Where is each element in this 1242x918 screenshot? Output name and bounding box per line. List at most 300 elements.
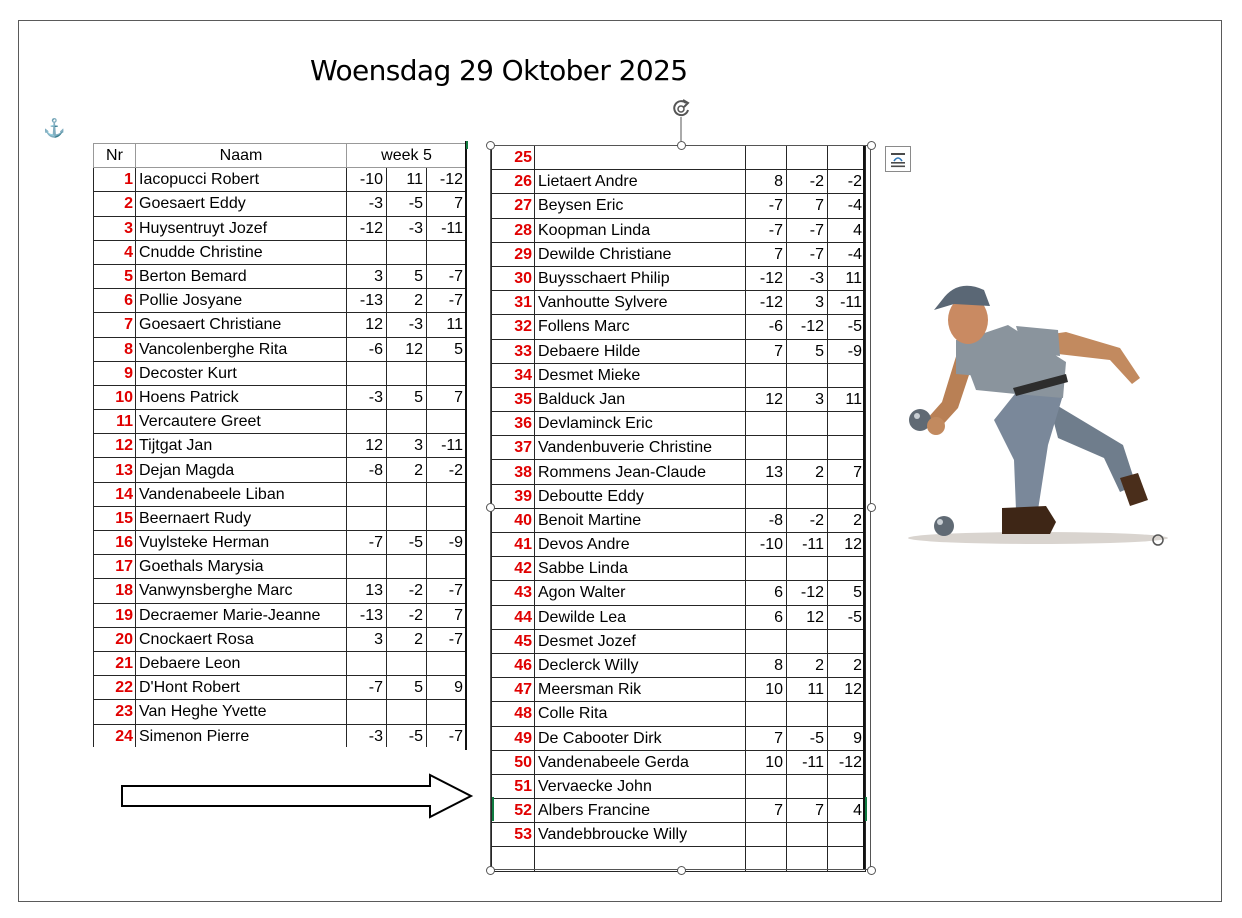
score-game-1[interactable] xyxy=(746,412,787,436)
score-game-1[interactable] xyxy=(746,629,787,653)
table-header-row xyxy=(94,144,467,168)
player-number[interactable]: 17 xyxy=(94,555,136,579)
score-game-1[interactable]: -7 xyxy=(746,194,787,218)
score-game-3[interactable]: 5 xyxy=(828,581,866,605)
player-name[interactable]: Goethals Marysia xyxy=(136,555,347,579)
score-game-3[interactable]: 2 xyxy=(828,508,866,532)
resize-handle-top-right[interactable] xyxy=(867,141,876,150)
score-game-2[interactable] xyxy=(387,555,427,579)
player-number[interactable]: 10 xyxy=(94,385,136,409)
player-number[interactable]: 45 xyxy=(492,629,535,653)
score-game-1[interactable] xyxy=(746,146,787,170)
score-game-3[interactable]: 9 xyxy=(828,726,866,750)
score-game-2[interactable]: 5 xyxy=(387,676,427,700)
player-name[interactable]: Sabbe Linda xyxy=(535,557,746,581)
player-name[interactable]: D'Hont Robert xyxy=(136,676,347,700)
score-game-2[interactable]: 5 xyxy=(387,385,427,409)
score-game-3[interactable]: 11 xyxy=(828,387,866,411)
score-game-2[interactable]: -3 xyxy=(387,216,427,240)
score-game-2[interactable] xyxy=(787,629,828,653)
score-game-2[interactable]: -7 xyxy=(787,242,828,266)
player-number[interactable]: 2 xyxy=(94,192,136,216)
score-game-2[interactable]: -3 xyxy=(787,266,828,290)
player-name[interactable]: Vandenabeele Gerda xyxy=(535,750,746,774)
player-name[interactable]: Cnudde Christine xyxy=(136,240,347,264)
score-game-3[interactable] xyxy=(828,629,866,653)
player-number[interactable]: 52 xyxy=(492,799,535,823)
score-game-1[interactable]: -12 xyxy=(746,266,787,290)
player-number[interactable]: 43 xyxy=(492,581,535,605)
score-game-2[interactable]: -12 xyxy=(787,581,828,605)
score-game-1[interactable]: 10 xyxy=(746,750,787,774)
score-game-1[interactable]: -10 xyxy=(347,168,387,192)
score-game-2[interactable]: 5 xyxy=(387,264,427,288)
player-name[interactable]: Lietaert Andre xyxy=(535,170,746,194)
right-score-table[interactable] xyxy=(491,145,866,872)
player-number[interactable]: 42 xyxy=(492,557,535,581)
score-game-1[interactable]: 3 xyxy=(347,627,387,651)
player-number[interactable]: 36 xyxy=(492,412,535,436)
score-game-2[interactable]: 5 xyxy=(787,339,828,363)
resize-handle-left[interactable] xyxy=(486,503,495,512)
player-number[interactable]: 28 xyxy=(492,218,535,242)
score-game-3[interactable] xyxy=(427,482,467,506)
player-name[interactable]: Koopman Linda xyxy=(535,218,746,242)
player-number[interactable]: 50 xyxy=(492,750,535,774)
score-game-1[interactable]: 7 xyxy=(746,339,787,363)
table-row xyxy=(94,627,467,651)
table-row xyxy=(492,823,866,847)
player-name[interactable]: Pollie Josyane xyxy=(136,289,347,313)
player-name[interactable]: Agon Walter xyxy=(535,581,746,605)
score-game-2[interactable]: -5 xyxy=(387,724,427,748)
player-number[interactable]: 23 xyxy=(94,700,136,724)
score-game-3[interactable]: -11 xyxy=(828,291,866,315)
player-name[interactable]: Vercautere Greet xyxy=(136,410,347,434)
score-game-2[interactable] xyxy=(787,436,828,460)
score-game-1[interactable]: 13 xyxy=(347,579,387,603)
score-game-2[interactable] xyxy=(787,774,828,798)
player-number[interactable]: 51 xyxy=(492,774,535,798)
player-number[interactable]: 38 xyxy=(492,460,535,484)
player-number[interactable]: 37 xyxy=(492,436,535,460)
player-number[interactable]: 20 xyxy=(94,627,136,651)
score-game-1[interactable] xyxy=(746,847,787,871)
cell-selection-marker xyxy=(466,141,468,149)
score-game-3[interactable] xyxy=(828,702,866,726)
score-game-2[interactable]: 12 xyxy=(387,337,427,361)
score-game-1[interactable] xyxy=(746,702,787,726)
score-game-1[interactable] xyxy=(746,436,787,460)
score-game-3[interactable] xyxy=(427,651,467,675)
score-game-2[interactable]: -2 xyxy=(387,603,427,627)
score-game-3[interactable]: -11 xyxy=(427,434,467,458)
score-game-3[interactable]: -4 xyxy=(828,194,866,218)
score-game-2[interactable] xyxy=(787,484,828,508)
score-game-1[interactable]: -3 xyxy=(347,385,387,409)
score-game-3[interactable] xyxy=(828,823,866,847)
player-name[interactable]: Goesaert Eddy xyxy=(136,192,347,216)
score-game-3[interactable]: 9 xyxy=(427,676,467,700)
score-game-2[interactable]: 2 xyxy=(787,653,828,677)
score-game-3[interactable]: 7 xyxy=(828,460,866,484)
score-game-2[interactable]: -5 xyxy=(787,726,828,750)
player-number[interactable]: 31 xyxy=(492,291,535,315)
score-game-3[interactable]: 4 xyxy=(828,218,866,242)
player-number[interactable]: 40 xyxy=(492,508,535,532)
score-game-1[interactable]: 12 xyxy=(347,434,387,458)
player-name[interactable]: Huysentruyt Jozef xyxy=(136,216,347,240)
layout-options-icon[interactable] xyxy=(885,146,911,172)
score-game-1[interactable]: -7 xyxy=(746,218,787,242)
score-game-1[interactable]: 13 xyxy=(746,460,787,484)
player-number[interactable]: 39 xyxy=(492,484,535,508)
score-game-3[interactable] xyxy=(427,700,467,724)
player-number[interactable]: 7 xyxy=(94,313,136,337)
score-game-3[interactable]: 4 xyxy=(828,799,866,823)
player-name[interactable]: Simenon Pierre xyxy=(136,724,347,748)
score-game-2[interactable] xyxy=(787,363,828,387)
table-row xyxy=(94,482,467,506)
score-game-1[interactable] xyxy=(347,410,387,434)
score-game-1[interactable]: -3 xyxy=(347,724,387,748)
player-number[interactable]: 22 xyxy=(94,676,136,700)
player-name[interactable]: Devos Andre xyxy=(535,533,746,557)
score-game-1[interactable]: 10 xyxy=(746,678,787,702)
player-number[interactable]: 44 xyxy=(492,605,535,629)
player-number[interactable]: 12 xyxy=(94,434,136,458)
score-game-3[interactable] xyxy=(828,847,866,871)
player-number[interactable]: 27 xyxy=(492,194,535,218)
header-naam: Naam xyxy=(136,144,347,168)
score-game-1[interactable]: 7 xyxy=(746,242,787,266)
score-game-3[interactable]: -5 xyxy=(828,605,866,629)
player-name[interactable]: Decoster Kurt xyxy=(136,361,347,385)
score-game-1[interactable]: 7 xyxy=(746,726,787,750)
table-row xyxy=(94,385,467,409)
player-name[interactable]: Van Heghe Yvette xyxy=(136,700,347,724)
player-number[interactable]: 48 xyxy=(492,702,535,726)
score-game-2[interactable] xyxy=(387,482,427,506)
score-game-1[interactable]: 6 xyxy=(746,605,787,629)
score-game-1[interactable] xyxy=(746,557,787,581)
score-game-2[interactable]: 3 xyxy=(787,387,828,411)
player-name[interactable] xyxy=(535,146,746,170)
player-name[interactable]: Debaere Hilde xyxy=(535,339,746,363)
score-game-1[interactable]: -6 xyxy=(746,315,787,339)
player-number[interactable]: 34 xyxy=(492,363,535,387)
score-game-1[interactable]: -8 xyxy=(347,458,387,482)
score-game-3[interactable]: 7 xyxy=(427,603,467,627)
player-name[interactable]: Vuylsteke Herman xyxy=(136,531,347,555)
player-name[interactable]: Dewilde Christiane xyxy=(535,242,746,266)
player-name[interactable]: Hoens Patrick xyxy=(136,385,347,409)
score-game-3[interactable]: 12 xyxy=(828,678,866,702)
score-game-2[interactable]: -11 xyxy=(787,533,828,557)
anchor-icon[interactable]: ⚓ xyxy=(43,118,66,138)
player-name[interactable]: Rommens Jean-Claude xyxy=(535,460,746,484)
score-game-2[interactable]: -5 xyxy=(387,531,427,555)
score-game-2[interactable] xyxy=(787,146,828,170)
player-number[interactable]: 30 xyxy=(492,266,535,290)
player-number[interactable]: 4 xyxy=(94,240,136,264)
score-game-2[interactable] xyxy=(787,557,828,581)
score-game-3[interactable]: 11 xyxy=(427,313,467,337)
score-game-3[interactable]: -2 xyxy=(828,170,866,194)
player-number[interactable]: 15 xyxy=(94,506,136,530)
player-name[interactable]: Vandenabeele Liban xyxy=(136,482,347,506)
player-number[interactable]: 1 xyxy=(94,168,136,192)
score-game-3[interactable]: -2 xyxy=(427,458,467,482)
table-row xyxy=(492,581,866,605)
player-name[interactable]: Benoit Martine xyxy=(535,508,746,532)
player-name[interactable]: Meersman Rik xyxy=(535,678,746,702)
score-game-2[interactable] xyxy=(387,700,427,724)
player-number[interactable]: 35 xyxy=(492,387,535,411)
player-number[interactable]: 25 xyxy=(492,146,535,170)
player-number[interactable]: 13 xyxy=(94,458,136,482)
player-name[interactable]: Goesaert Christiane xyxy=(136,313,347,337)
player-number[interactable]: 46 xyxy=(492,653,535,677)
player-name[interactable] xyxy=(535,847,746,871)
player-name[interactable]: Vandebbroucke Willy xyxy=(535,823,746,847)
score-game-1[interactable] xyxy=(746,823,787,847)
player-name[interactable]: Tijtgat Jan xyxy=(136,434,347,458)
player-number[interactable]: 14 xyxy=(94,482,136,506)
table-row xyxy=(492,702,866,726)
score-game-2[interactable]: 2 xyxy=(387,458,427,482)
score-game-2[interactable]: 11 xyxy=(387,168,427,192)
player-name[interactable]: De Cabooter Dirk xyxy=(535,726,746,750)
score-game-3[interactable] xyxy=(427,410,467,434)
player-name[interactable]: Desmet Mieke xyxy=(535,363,746,387)
score-game-3[interactable]: -7 xyxy=(427,264,467,288)
player-name[interactable]: Colle Rita xyxy=(535,702,746,726)
resize-handle-bottom[interactable] xyxy=(677,866,686,875)
score-game-3[interactable]: -11 xyxy=(427,216,467,240)
score-game-3[interactable]: -5 xyxy=(828,315,866,339)
score-game-1[interactable]: 6 xyxy=(746,581,787,605)
player-number[interactable]: 26 xyxy=(492,170,535,194)
score-game-2[interactable]: -11 xyxy=(787,750,828,774)
score-game-3[interactable] xyxy=(828,436,866,460)
score-game-1[interactable]: -7 xyxy=(347,676,387,700)
score-game-3[interactable] xyxy=(828,146,866,170)
player-number[interactable]: 47 xyxy=(492,678,535,702)
score-game-2[interactable]: -7 xyxy=(787,218,828,242)
player-number[interactable]: 16 xyxy=(94,531,136,555)
player-name[interactable]: Cnockaert Rosa xyxy=(136,627,347,651)
score-game-2[interactable]: 2 xyxy=(387,627,427,651)
player-name[interactable]: Vandenbuverie Christine xyxy=(535,436,746,460)
table-row xyxy=(94,410,467,434)
player-name[interactable]: Desmet Jozef xyxy=(535,629,746,653)
resize-handle-bottom-left[interactable] xyxy=(486,866,495,875)
player-number[interactable]: 9 xyxy=(94,361,136,385)
score-game-2[interactable]: 3 xyxy=(387,434,427,458)
score-game-3[interactable] xyxy=(828,774,866,798)
score-game-3[interactable]: 11 xyxy=(828,266,866,290)
score-game-3[interactable]: 2 xyxy=(828,653,866,677)
table-row xyxy=(94,676,467,700)
score-game-1[interactable]: 12 xyxy=(746,387,787,411)
score-game-1[interactable]: -13 xyxy=(347,603,387,627)
player-number[interactable]: 21 xyxy=(94,651,136,675)
score-game-2[interactable] xyxy=(387,410,427,434)
score-game-1[interactable]: -6 xyxy=(347,337,387,361)
player-name[interactable]: Albers Francine xyxy=(535,799,746,823)
score-game-1[interactable] xyxy=(746,774,787,798)
right-arrow-icon xyxy=(120,773,474,824)
player-number[interactable]: 5 xyxy=(94,264,136,288)
score-game-3[interactable] xyxy=(427,555,467,579)
player-name[interactable]: Declerck Willy xyxy=(535,653,746,677)
player-number[interactable]: 32 xyxy=(492,315,535,339)
player-name[interactable]: Decraemer Marie-Jeanne xyxy=(136,603,347,627)
score-game-1[interactable]: -13 xyxy=(347,289,387,313)
player-number[interactable]: 6 xyxy=(94,289,136,313)
score-game-1[interactable]: -7 xyxy=(347,531,387,555)
player-name[interactable]: Balduck Jan xyxy=(535,387,746,411)
score-game-3[interactable] xyxy=(828,412,866,436)
player-name[interactable]: Iacopucci Robert xyxy=(136,168,347,192)
score-game-2[interactable] xyxy=(387,506,427,530)
score-game-2[interactable]: -12 xyxy=(787,315,828,339)
player-name[interactable]: Follens Marc xyxy=(535,315,746,339)
score-game-1[interactable]: -3 xyxy=(347,192,387,216)
score-game-1[interactable] xyxy=(347,482,387,506)
score-game-1[interactable] xyxy=(347,651,387,675)
score-game-1[interactable]: -10 xyxy=(746,533,787,557)
player-name[interactable]: Vanhoutte Sylvere xyxy=(535,291,746,315)
player-number[interactable]: 41 xyxy=(492,533,535,557)
resize-handle-right[interactable] xyxy=(867,503,876,512)
player-number[interactable]: 8 xyxy=(94,337,136,361)
score-game-3[interactable] xyxy=(427,240,467,264)
score-game-1[interactable]: 7 xyxy=(746,799,787,823)
player-name[interactable]: Beysen Eric xyxy=(535,194,746,218)
score-game-3[interactable] xyxy=(828,557,866,581)
score-game-3[interactable] xyxy=(828,363,866,387)
score-game-2[interactable] xyxy=(387,651,427,675)
player-number[interactable]: 11 xyxy=(94,410,136,434)
score-game-2[interactable] xyxy=(787,702,828,726)
score-game-3[interactable] xyxy=(427,506,467,530)
score-game-1[interactable]: 12 xyxy=(347,313,387,337)
score-game-2[interactable]: 2 xyxy=(387,289,427,313)
score-game-2[interactable] xyxy=(787,847,828,871)
score-game-3[interactable]: 7 xyxy=(427,385,467,409)
score-game-2[interactable] xyxy=(787,823,828,847)
player-name[interactable]: Dejan Magda xyxy=(136,458,347,482)
resize-handle-bottom-right[interactable] xyxy=(867,866,876,875)
score-game-2[interactable] xyxy=(787,412,828,436)
player-number[interactable] xyxy=(492,847,535,871)
score-game-3[interactable]: -7 xyxy=(427,724,467,748)
player-number[interactable]: 49 xyxy=(492,726,535,750)
player-number[interactable]: 24 xyxy=(94,724,136,748)
score-game-2[interactable]: -5 xyxy=(387,192,427,216)
score-game-3[interactable]: -9 xyxy=(828,339,866,363)
player-number[interactable]: 53 xyxy=(492,823,535,847)
score-game-2[interactable]: 7 xyxy=(787,799,828,823)
score-game-1[interactable]: 3 xyxy=(347,264,387,288)
score-game-1[interactable] xyxy=(347,506,387,530)
score-game-3[interactable]: 5 xyxy=(427,337,467,361)
rotate-handle-icon[interactable] xyxy=(669,97,693,123)
player-name[interactable]: Berton Bemard xyxy=(136,264,347,288)
score-game-2[interactable]: 2 xyxy=(787,460,828,484)
player-name[interactable]: Vanwynsberghe Marc xyxy=(136,579,347,603)
score-game-1[interactable]: 8 xyxy=(746,653,787,677)
score-game-3[interactable]: -7 xyxy=(427,289,467,313)
player-number[interactable]: 19 xyxy=(94,603,136,627)
player-number[interactable]: 29 xyxy=(492,242,535,266)
player-number[interactable]: 18 xyxy=(94,579,136,603)
score-game-3[interactable]: -9 xyxy=(427,531,467,555)
player-name[interactable]: Deboutte Eddy xyxy=(535,484,746,508)
header-nr: Nr xyxy=(94,144,136,168)
score-game-3[interactable]: -7 xyxy=(427,627,467,651)
player-name[interactable]: Vervaecke John xyxy=(535,774,746,798)
table-row xyxy=(94,192,467,216)
score-game-3[interactable] xyxy=(427,361,467,385)
score-game-2[interactable] xyxy=(387,361,427,385)
score-game-1[interactable] xyxy=(347,700,387,724)
score-game-2[interactable]: 11 xyxy=(787,678,828,702)
score-game-2[interactable]: -2 xyxy=(787,508,828,532)
score-game-1[interactable]: 8 xyxy=(746,170,787,194)
table-row xyxy=(94,289,467,313)
score-game-1[interactable] xyxy=(746,363,787,387)
score-game-1[interactable]: -12 xyxy=(347,216,387,240)
score-game-2[interactable]: 3 xyxy=(787,291,828,315)
score-game-1[interactable]: -12 xyxy=(746,291,787,315)
player-name[interactable]: Vancolenberghe Rita xyxy=(136,337,347,361)
player-name[interactable]: Buysschaert Philip xyxy=(535,266,746,290)
score-game-3[interactable]: 7 xyxy=(427,192,467,216)
table-row xyxy=(492,291,866,315)
score-game-3[interactable]: -12 xyxy=(427,168,467,192)
player-number[interactable]: 33 xyxy=(492,339,535,363)
table-row xyxy=(94,724,467,748)
score-game-1[interactable] xyxy=(347,361,387,385)
resize-handle-top-left[interactable] xyxy=(486,141,495,150)
score-game-1[interactable] xyxy=(347,555,387,579)
score-game-1[interactable]: -8 xyxy=(746,508,787,532)
score-game-3[interactable]: -7 xyxy=(427,579,467,603)
score-game-1[interactable] xyxy=(347,240,387,264)
table-row xyxy=(94,337,467,361)
score-game-2[interactable]: -2 xyxy=(787,170,828,194)
score-game-2[interactable]: 12 xyxy=(787,605,828,629)
score-game-2[interactable]: 7 xyxy=(787,194,828,218)
player-number[interactable]: 3 xyxy=(94,216,136,240)
score-game-2[interactable] xyxy=(387,240,427,264)
player-name[interactable]: Debaere Leon xyxy=(136,651,347,675)
player-name[interactable]: Devlaminck Eric xyxy=(535,412,746,436)
table-row xyxy=(492,678,866,702)
score-game-3[interactable]: -4 xyxy=(828,242,866,266)
score-game-2[interactable]: -3 xyxy=(387,313,427,337)
score-game-3[interactable]: -12 xyxy=(828,750,866,774)
score-game-1[interactable] xyxy=(746,484,787,508)
player-name[interactable]: Beernaert Rudy xyxy=(136,506,347,530)
score-game-2[interactable]: -2 xyxy=(387,579,427,603)
score-game-3[interactable]: 12 xyxy=(828,533,866,557)
score-game-3[interactable] xyxy=(828,484,866,508)
player-name[interactable]: Dewilde Lea xyxy=(535,605,746,629)
